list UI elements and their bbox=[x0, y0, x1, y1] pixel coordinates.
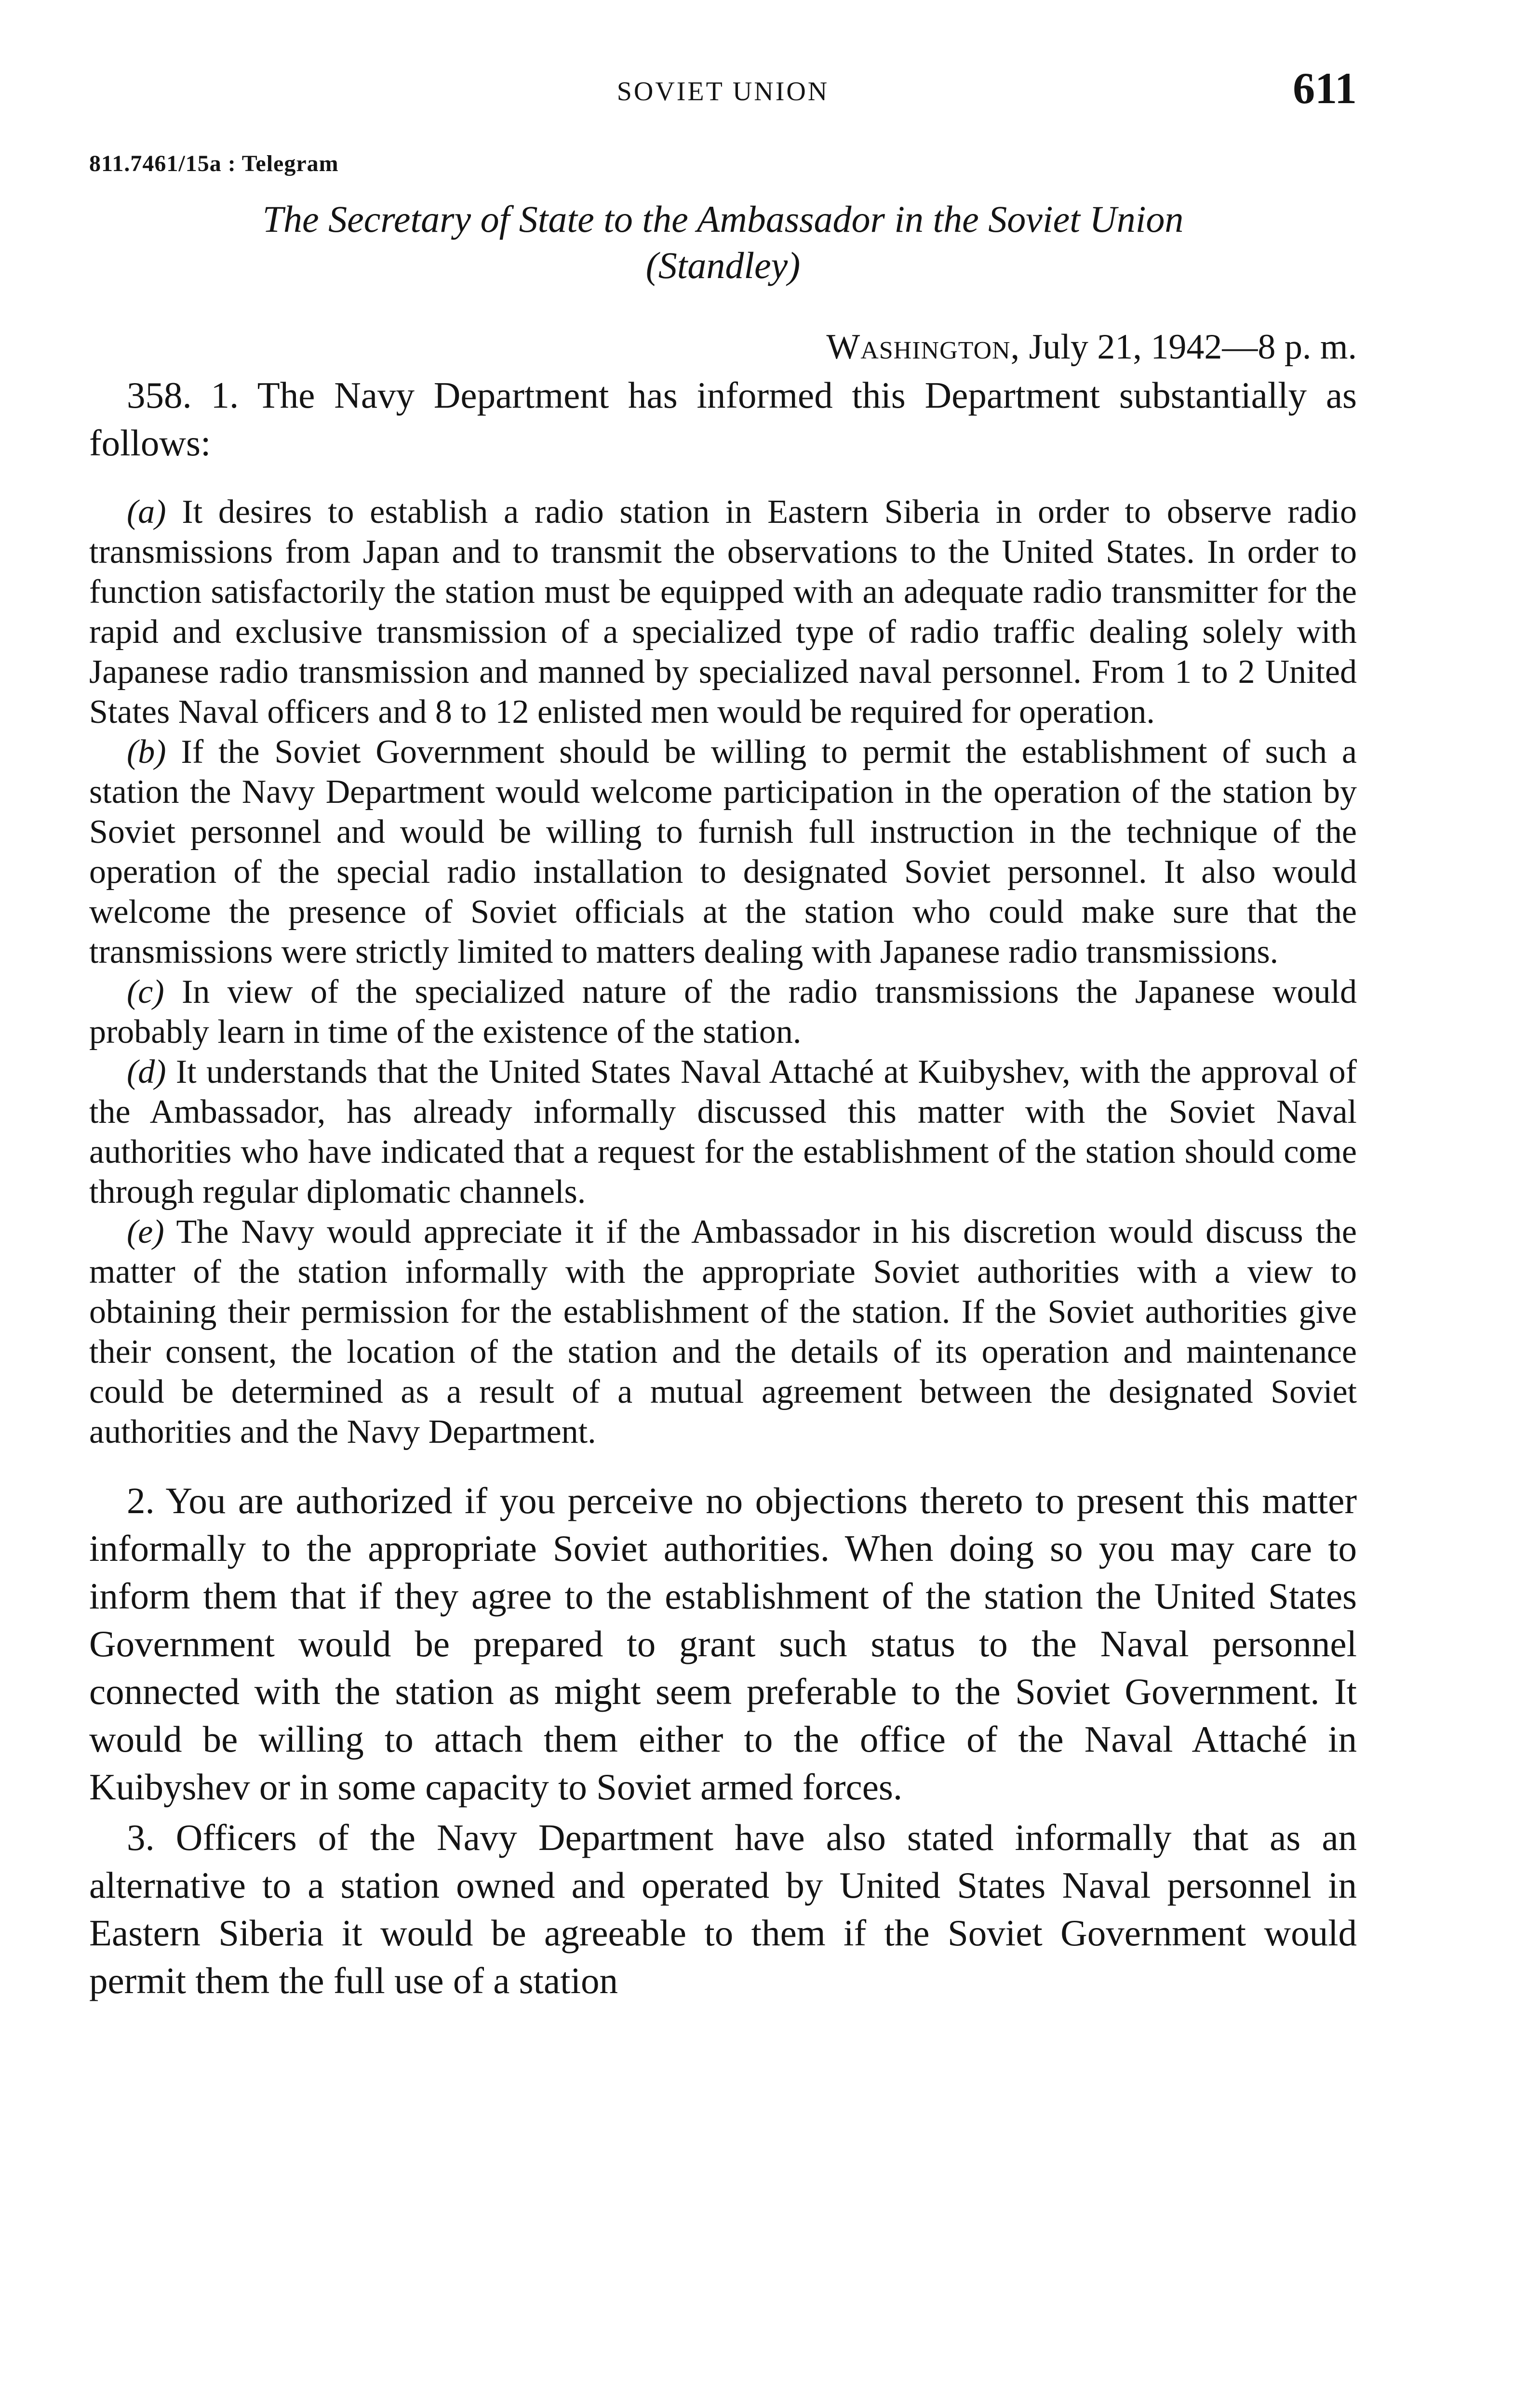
dateline bbox=[89, 325, 1357, 369]
quoted-item-c-text: In view of the specialized nature of the radio transmissions the Japanese would probably learn in time of the existence of the station. bbox=[89, 973, 1357, 1051]
document-page bbox=[89, 63, 1357, 2005]
quoted-item-a-text: It desires to establish a radio station in Eastern Siberia in order to observe radio transmissions from Japan and to transmit the observations to the United States. In order to function satisfactorily the station must be equipped with an adequate radio transmitter for the rapid and exclusive transmission of a specialized type of radio traffic dealing solely with Japanese radio transmission and manned by specialized naval personnel. From 1 to 2 United States Naval officers and 8 to 12 enlisted men would be required for operation. bbox=[89, 493, 1357, 731]
quoted-item-b bbox=[89, 732, 1357, 972]
quoted-navy-statement bbox=[89, 492, 1357, 1452]
quoted-item-d bbox=[89, 1052, 1357, 1212]
document-title bbox=[89, 196, 1357, 289]
dateline-date: July 21, 1942—8 p. m. bbox=[1020, 327, 1357, 367]
paragraph-2: 2. You are authorized if you perceive no objections thereto to present this matter informally to the appropriate Soviet authorities. When doing so you may care to inform them that if they agree to the establishment of the station the United States Government would be prepared to grant such status to the Naval personnel connected with the station as might seem preferable to the Soviet Government. It would be willing to attach them either to the office of the Naval Attaché in Kuibyshev or in some capacity to Soviet armed forces. bbox=[89, 1480, 1357, 1808]
quoted-item-d-letter: (d) bbox=[127, 1053, 166, 1091]
document-title-line-1: The Secretary of State to the Ambassador in the Soviet Union bbox=[262, 198, 1184, 240]
quoted-item-b-text: If the Soviet Government should be willing to permit the establishment of such a station the Navy Department would welcome participation in the operation of the station by Soviet personnel and would be willing to furnish full instruction in the technique of the operation of the special radio installation to designated Soviet personnel. It also would welcome the presence of Soviet officials at the station who could make sure that the transmissions were strictly limited to matters dealing with Japanese radio transmissions. bbox=[89, 733, 1357, 971]
paragraph-1: 358. 1. The Navy Department has informed this Department substantially as follows: bbox=[89, 374, 1357, 464]
page-number: 611 bbox=[1293, 64, 1357, 113]
quoted-item-c-letter: (c) bbox=[127, 973, 164, 1011]
dateline-place: Washington, bbox=[826, 327, 1020, 367]
quoted-item-e bbox=[89, 1212, 1357, 1452]
document-title-line-2: (Standley) bbox=[645, 244, 801, 286]
quoted-item-a-letter: (a) bbox=[127, 493, 166, 531]
running-title: SOVIET UNION bbox=[616, 77, 830, 106]
quoted-item-d-text: It understands that the United States Naval Attaché at Kuibyshev, with the approval of the Ambassador, has already informally discussed this matter with the Soviet Naval authorities who have indicated that a request for the establishment of the station should come through regular diplomatic channels. bbox=[89, 1053, 1357, 1211]
quoted-item-e-text: The Navy would appreciate it if the Ambassador in his discretion would discuss the matter of the station informally with the appropriate Soviet authorities with a view to obtaining their permission for the establishment of the station. If the Soviet authorities give their consent, the location of the station and the details of its operation and maintenance could be determined as a result of a mutual agreement between the designated Soviet authorities and the Navy Department. bbox=[89, 1213, 1357, 1450]
quoted-item-e-letter: (e) bbox=[127, 1213, 164, 1251]
paragraph-3: 3. Officers of the Navy Department have also stated informally that as an alternative to a station owned and operated by United States Naval personnel in Eastern Siberia it would be agreeable to them if the Soviet Government would permit them the full use of a station bbox=[89, 1817, 1357, 2001]
quoted-item-c bbox=[89, 972, 1357, 1052]
quoted-item-a bbox=[89, 492, 1357, 732]
file-reference: 811.7461/15a : Telegram bbox=[89, 151, 339, 176]
quoted-item-b-letter: (b) bbox=[127, 733, 166, 771]
running-header bbox=[89, 63, 1357, 120]
